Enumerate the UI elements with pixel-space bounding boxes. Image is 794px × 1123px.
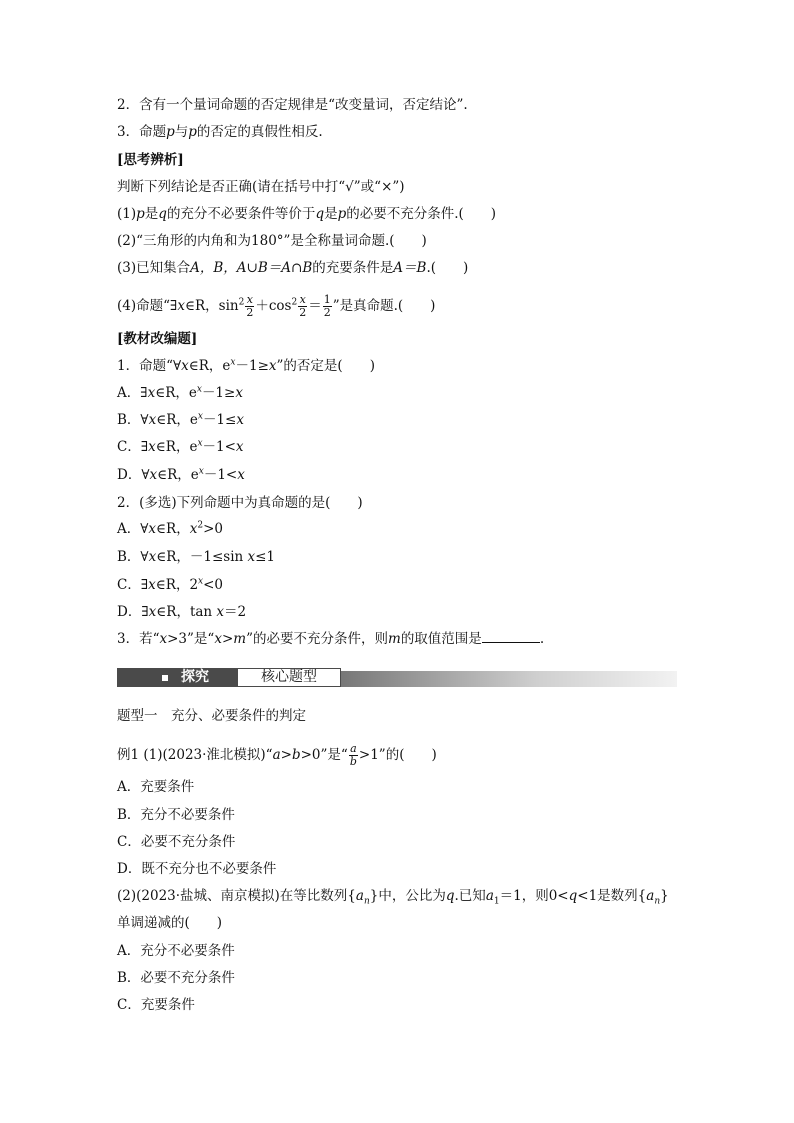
section-label-explore: 探究 (181, 669, 209, 685)
ex2-option-c: C．充要条件 (117, 997, 195, 1013)
rule-item-3: 3．命题p与p的否定的真假性相反. (117, 124, 323, 140)
think-q1: (1)p是q的充分不必要条件等价于q是p的必要不充分条件.( ) (117, 206, 497, 222)
example1-part1: 例1 (1)(2023·淮北模拟)“a>b>0”是“ $\frac{a}{b}$ >1”的( ) (117, 742, 437, 768)
textbook-p2: 2．(多选)下列命题中为真命题的是( ) (117, 495, 363, 511)
think-intro: 判断下列结论是否正确(请在括号中打“√”或“×”) (117, 179, 405, 195)
p2-option-d: D．∃x∈R，tan x＝2 (117, 604, 247, 620)
section-label-core: 核心题型 (261, 669, 317, 685)
p2-option-b: B．∀x∈R，－1≤sin x≤1 (117, 549, 276, 565)
think-q2: (2)“三角形的内角和为180°”是全称量词命题.( ) (117, 233, 427, 249)
ex1-option-c: C．必要不充分条件 (117, 834, 236, 850)
fraction-x-over-2-b: $\frac{x}{2}$ (299, 293, 307, 319)
square-bullet-icon (162, 675, 168, 681)
example1-part2-line2: 单调递减的( ) (117, 915, 223, 931)
ex2-option-a: A．充分不必要条件 (117, 943, 235, 959)
p2-option-a: A．∀x∈R，$x^2>0$ (117, 520, 223, 537)
section-bar-dark-tab (117, 668, 237, 687)
textbook-p3: 3．若“x>3”是“x>m”的必要不充分条件，则m的取值范围是 . (117, 631, 545, 647)
textbook-p1: 1．命题“∀x∈R，$e^x-1\ge x$”的否定是( ) (117, 357, 375, 374)
section-bar (117, 668, 677, 688)
ex2-option-b: B．必要不充分条件 (117, 970, 235, 986)
p1-option-c: C．∃x∈R，$e^x-1<x$ (117, 438, 244, 455)
answer-blank (482, 630, 540, 643)
p2-option-c: C．∃x∈R，$2^x<0$ (117, 576, 224, 593)
think-q4: (4)命题“∃x∈R，$\sin^2$ $\frac{x}{2}$ $+\cos^2$ $\frac{x}{2}$ ＝ $\frac{1}{2}$ ”是真命题.( ) (117, 293, 436, 319)
think-q3: (3)已知集合A，B，A∪B＝A∩B的充要条件是A＝B.( ) (117, 260, 469, 276)
type1-title: 题型一 充分、必要条件的判定 (117, 708, 306, 724)
ex1-option-d: D．既不充分也不必要条件 (117, 861, 277, 877)
p1-option-a: A．∃x∈R，$e^x-1\ge x$ (117, 384, 243, 401)
p1-option-b: B．∀x∈R，$e^x-1\le x$ (117, 411, 244, 428)
p1-option-d: D．∀x∈R，$e^x-1<x$ (117, 466, 245, 483)
rule-item-2: 2．含有一个量词命题的否定规律是“改变量词，否定结论”. (117, 97, 468, 113)
fraction-x-over-2: $\frac{x}{2}$ (246, 293, 254, 319)
textbook-header: [教材改编题] (117, 331, 198, 347)
think-header: [思考辨析] (117, 152, 184, 168)
ex1-option-b: B．充分不必要条件 (117, 807, 235, 823)
fraction-a-over-b: $\frac{a}{b}$ (349, 742, 357, 768)
ex1-option-a: A．充要条件 (117, 779, 195, 795)
fraction-1-over-2: $\frac{1}{2}$ (323, 293, 331, 319)
example1-part2: (2)(2023·盐城、南京模拟)在等比数列$\{a_n\}$中，公比为q.已知$a_1=1$，则0<q<1是数列$\{a_n\}$ (117, 888, 669, 907)
